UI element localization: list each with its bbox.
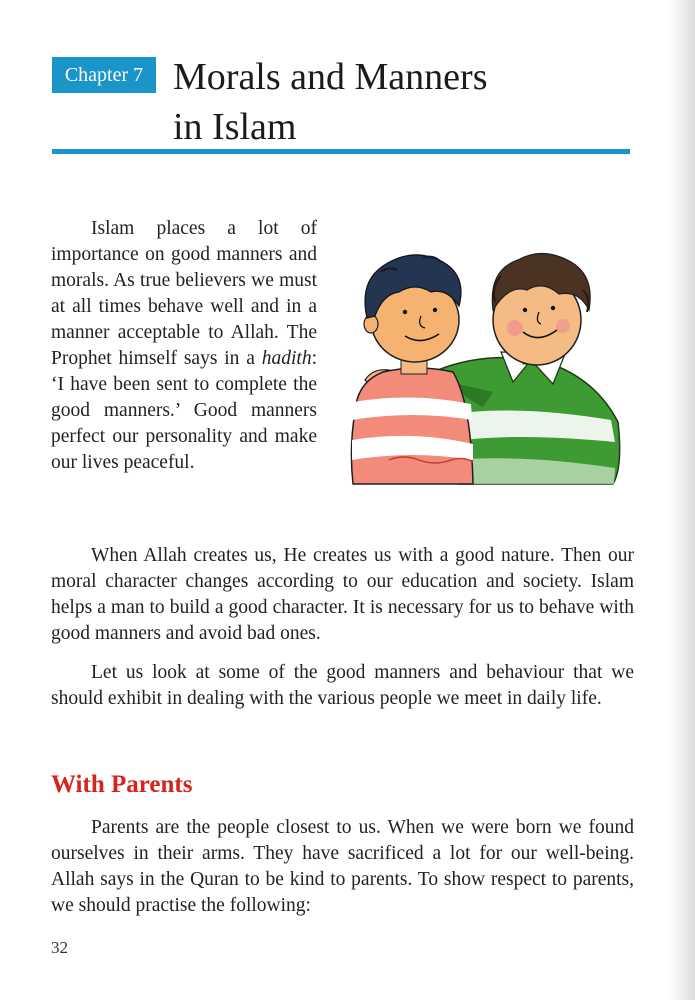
intro-paragraph	[51, 216, 317, 476]
chapter-title-line-1: Morals and Manners	[173, 56, 488, 98]
paragraph-good-manners-text: Let us look at some of the good manners and behaviour that we should exhibit in dealing with the various people we meet in daily life.	[51, 662, 634, 709]
intro-text-before: Islam places a lot of importance on good manners and morals. As true believers we must at all times behave well and in a manner acceptable to Allah. The Prophet himself says in a	[51, 218, 317, 369]
intro-text-after: : ‘I have been sent to complete the good manners.’ Good manners perfect our personality and make our lives peaceful.	[51, 348, 317, 473]
paragraph-parents-text: Parents are the people closest to us. When we were born we found ourselves in their arms. They have sacrificed a lot for our well-being. Allah says in the Quran to be kind to parents. To show respect to parents, we should practise the following:	[51, 817, 634, 916]
chapter-tag: Chapter 7	[52, 57, 156, 93]
title-rule	[52, 149, 630, 154]
page-gutter-shadow	[669, 0, 695, 1000]
page-number: 32	[51, 938, 68, 957]
chapter-title	[173, 52, 487, 152]
paragraph-good-manners	[51, 660, 634, 712]
paragraph-nature-text: When Allah creates us, He creates us with a good nature. Then our moral character changes according to our education and society. Islam helps a man to build a good character. It is necessary for us to behave with good manners and avoid bad ones.	[51, 545, 634, 644]
paragraph-parents	[51, 815, 634, 919]
paragraph-nature	[51, 543, 634, 647]
intro-italic-word: hadith	[261, 348, 312, 369]
two-boys-illustration	[343, 232, 627, 496]
section-heading: With Parents	[51, 771, 193, 798]
chapter-title-line-2: in Islam	[173, 106, 297, 148]
